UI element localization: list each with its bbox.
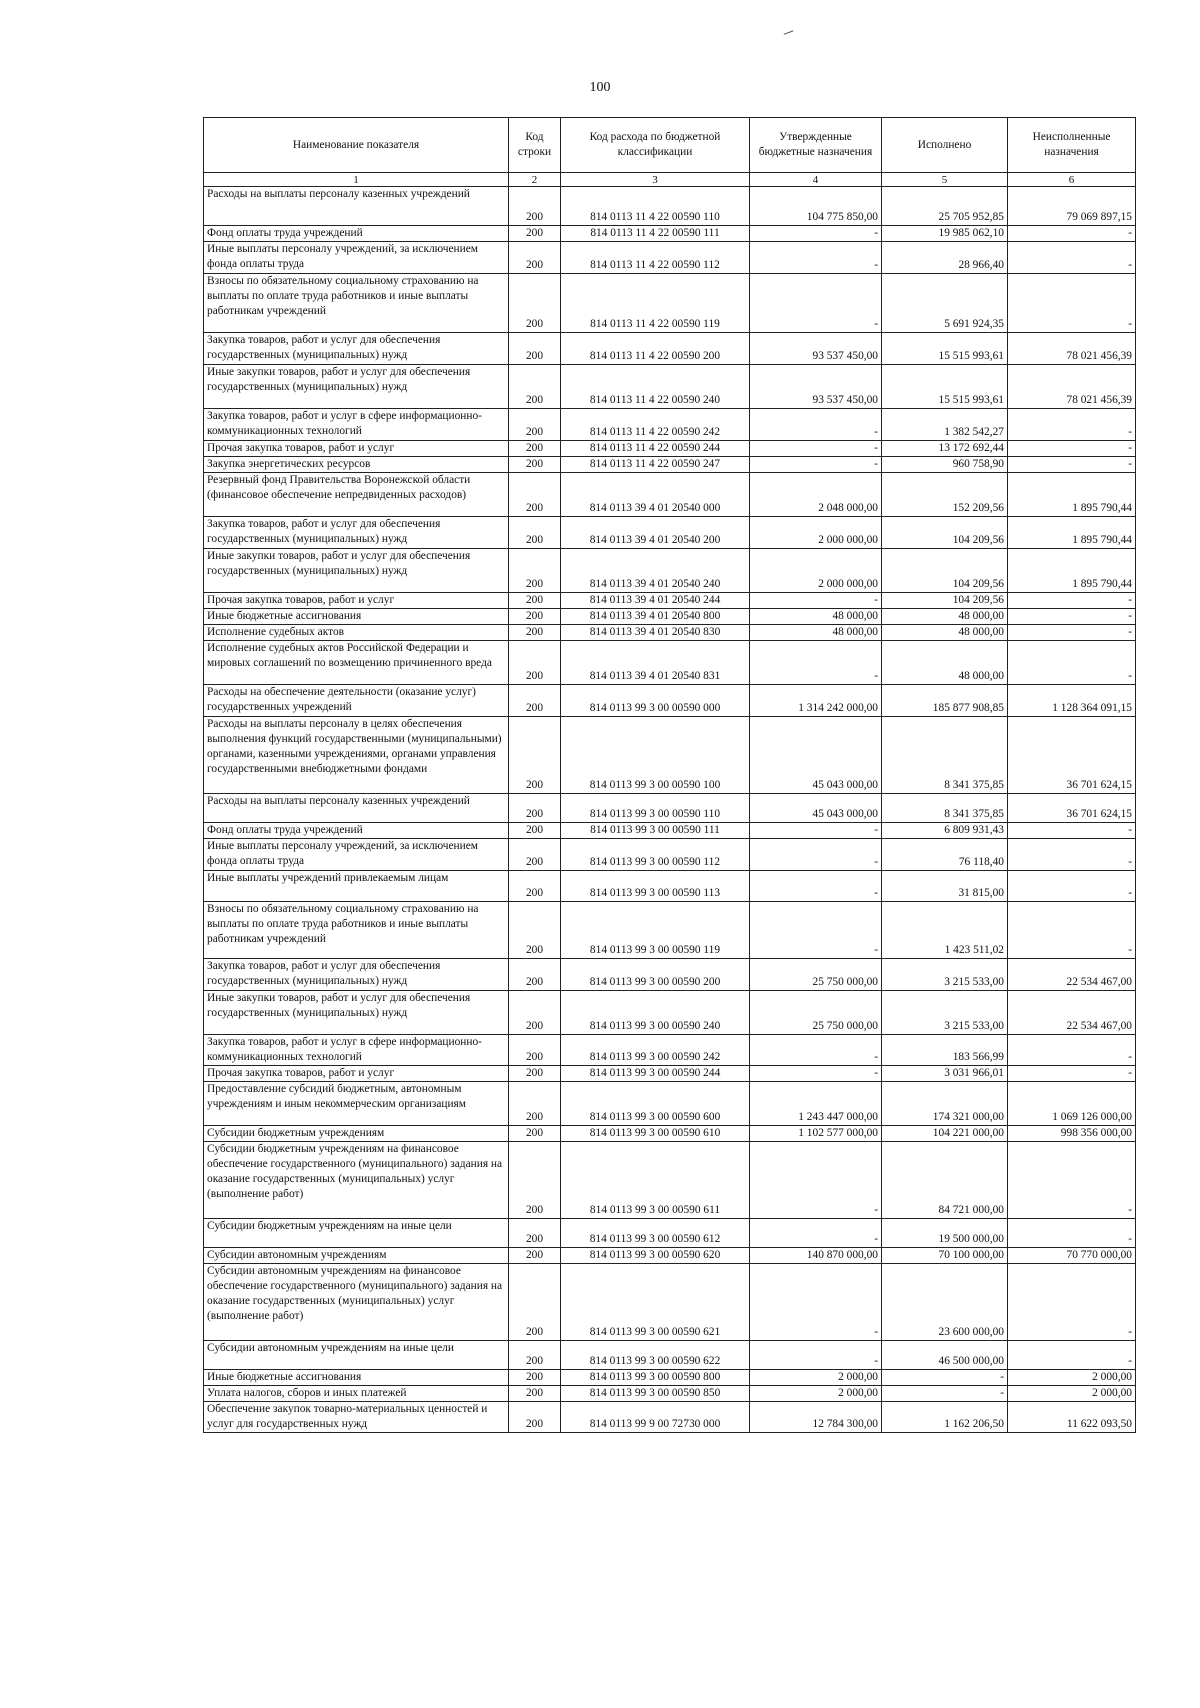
row-kbk: 814 0113 99 3 00 00590 111	[561, 823, 750, 839]
row-name: Иные выплаты учреждений привлекаемым лицам	[204, 871, 509, 902]
row-executed: 1 423 511,02	[882, 902, 1008, 959]
row-name: Иные выплаты персоналу учреждений, за исключением фонда оплаты труда	[204, 242, 509, 274]
table-row	[204, 226, 1136, 242]
table-row	[204, 274, 1136, 333]
table-row	[204, 333, 1136, 365]
row-kbk: 814 0113 99 3 00 00590 000	[561, 685, 750, 717]
row-kbk: 814 0113 99 3 00 00590 620	[561, 1248, 750, 1264]
row-executed: 8 341 375,85	[882, 717, 1008, 794]
row-kbk: 814 0113 11 4 22 00590 244	[561, 441, 750, 457]
row-approved: -	[750, 226, 882, 242]
row-kbk: 814 0113 11 4 22 00590 111	[561, 226, 750, 242]
row-kbk: 814 0113 99 3 00 00590 244	[561, 1066, 750, 1082]
row-line-code: 200	[509, 823, 561, 839]
table-row	[204, 625, 1136, 641]
row-line-code: 200	[509, 991, 561, 1035]
row-kbk: 814 0113 99 3 00 00590 612	[561, 1219, 750, 1248]
row-executed: -	[882, 1386, 1008, 1402]
row-approved: -	[750, 1066, 882, 1082]
table-row	[204, 839, 1136, 871]
row-unexecuted: -	[1008, 409, 1136, 441]
row-approved: 2 048 000,00	[750, 473, 882, 517]
row-executed: 31 815,00	[882, 871, 1008, 902]
scan-mark	[784, 30, 795, 37]
row-approved: -	[750, 823, 882, 839]
row-approved: 25 750 000,00	[750, 991, 882, 1035]
row-approved: -	[750, 1264, 882, 1341]
row-line-code: 200	[509, 1341, 561, 1370]
row-executed: 104 221 000,00	[882, 1126, 1008, 1142]
row-executed: 48 000,00	[882, 625, 1008, 641]
row-kbk: 814 0113 99 3 00 00590 800	[561, 1370, 750, 1386]
table-row	[204, 409, 1136, 441]
row-name: Расходы на выплаты персоналу казенных учреждений	[204, 187, 509, 226]
row-approved: -	[750, 457, 882, 473]
row-approved: 48 000,00	[750, 609, 882, 625]
table-row	[204, 549, 1136, 593]
row-line-code: 200	[509, 959, 561, 991]
table-row	[204, 991, 1136, 1035]
row-name: Субсидии автономным учреждениям	[204, 1248, 509, 1264]
row-approved: -	[750, 593, 882, 609]
row-line-code: 200	[509, 1035, 561, 1066]
row-executed: 48 000,00	[882, 641, 1008, 685]
row-line-code: 200	[509, 1370, 561, 1386]
row-line-code: 200	[509, 333, 561, 365]
row-name: Субсидии бюджетным учреждениям на финансовое обеспечение государственного (муниципального) задания на оказание государственных (муниципальных) услуг (выполнение работ)	[204, 1142, 509, 1219]
row-unexecuted: -	[1008, 839, 1136, 871]
row-kbk: 814 0113 99 3 00 00590 113	[561, 871, 750, 902]
table-row	[204, 517, 1136, 549]
row-executed: 76 118,40	[882, 839, 1008, 871]
row-line-code: 200	[509, 717, 561, 794]
row-executed: 104 209,56	[882, 593, 1008, 609]
row-approved: -	[750, 274, 882, 333]
col-header-executed: Исполнено	[882, 118, 1008, 173]
row-name: Субсидии автономным учреждениям на финансовое обеспечение государственного (муниципального) задания на оказание государственных (муниципальных) услуг (выполнение работ)	[204, 1264, 509, 1341]
row-name: Расходы на обеспечение деятельности (оказание услуг) государственных учреждений	[204, 685, 509, 717]
row-line-code: 200	[509, 1219, 561, 1248]
row-approved: 48 000,00	[750, 625, 882, 641]
row-unexecuted: 22 534 467,00	[1008, 959, 1136, 991]
row-unexecuted: -	[1008, 871, 1136, 902]
row-unexecuted: 998 356 000,00	[1008, 1126, 1136, 1142]
row-line-code: 200	[509, 871, 561, 902]
row-kbk: 814 0113 99 3 00 00590 622	[561, 1341, 750, 1370]
row-name: Расходы на выплаты персоналу в целях обеспечения выполнения функций государственными (муниципальными) органами, казенными учреждениями, органами управления государственными внебюджетными фондами	[204, 717, 509, 794]
row-unexecuted: 36 701 624,15	[1008, 717, 1136, 794]
row-kbk: 814 0113 11 4 22 00590 110	[561, 187, 750, 226]
row-line-code: 200	[509, 473, 561, 517]
row-line-code: 200	[509, 839, 561, 871]
row-line-code: 200	[509, 1386, 561, 1402]
row-executed: 8 341 375,85	[882, 794, 1008, 823]
row-approved: -	[750, 242, 882, 274]
row-kbk: 814 0113 99 3 00 00590 850	[561, 1386, 750, 1402]
row-executed: 104 209,56	[882, 517, 1008, 549]
table-row	[204, 1402, 1136, 1433]
row-executed: 183 566,99	[882, 1035, 1008, 1066]
row-executed: 3 031 966,01	[882, 1066, 1008, 1082]
row-unexecuted: 1 895 790,44	[1008, 517, 1136, 549]
col-number: 4	[750, 173, 882, 187]
row-approved: 1 243 447 000,00	[750, 1082, 882, 1126]
row-approved: 12 784 300,00	[750, 1402, 882, 1433]
row-executed: -	[882, 1370, 1008, 1386]
table-row	[204, 609, 1136, 625]
row-kbk: 814 0113 99 3 00 00590 600	[561, 1082, 750, 1126]
row-unexecuted: 22 534 467,00	[1008, 991, 1136, 1035]
row-name: Иные бюджетные ассигнования	[204, 1370, 509, 1386]
row-name: Закупка товаров, работ и услуг для обеспечения государственных (муниципальных) нужд	[204, 333, 509, 365]
row-name: Обеспечение закупок товарно-материальных ценностей и услуг для государственных нужд	[204, 1402, 509, 1433]
row-line-code: 200	[509, 625, 561, 641]
row-executed: 48 000,00	[882, 609, 1008, 625]
row-name: Исполнение судебных актов Российской Федерации и мировых соглашений по возмещению причиненного вреда	[204, 641, 509, 685]
table-row	[204, 1082, 1136, 1126]
row-executed: 19 500 000,00	[882, 1219, 1008, 1248]
row-kbk: 814 0113 39 4 01 20540 830	[561, 625, 750, 641]
row-line-code: 200	[509, 226, 561, 242]
row-name: Взносы по обязательному социальному страхованию на выплаты по оплате труда работников и иные выплаты работникам учреждений	[204, 902, 509, 959]
table-header-row	[204, 118, 1136, 173]
row-name: Субсидии бюджетным учреждениям	[204, 1126, 509, 1142]
row-kbk: 814 0113 99 3 00 00590 110	[561, 794, 750, 823]
row-approved: 2 000,00	[750, 1386, 882, 1402]
row-approved: -	[750, 871, 882, 902]
row-approved: 2 000 000,00	[750, 549, 882, 593]
row-unexecuted: 11 622 093,50	[1008, 1402, 1136, 1433]
col-header-name: Наименование показателя	[204, 118, 509, 173]
row-kbk: 814 0113 39 4 01 20540 800	[561, 609, 750, 625]
row-line-code: 200	[509, 409, 561, 441]
table-row	[204, 457, 1136, 473]
row-line-code: 200	[509, 902, 561, 959]
row-name: Фонд оплаты труда учреждений	[204, 226, 509, 242]
row-unexecuted: -	[1008, 902, 1136, 959]
row-line-code: 200	[509, 549, 561, 593]
table-row	[204, 1248, 1136, 1264]
table-row	[204, 1219, 1136, 1248]
row-executed: 15 515 993,61	[882, 365, 1008, 409]
col-number: 1	[204, 173, 509, 187]
row-name: Иные бюджетные ассигнования	[204, 609, 509, 625]
col-header-approved: Утвержденные бюджетные назначения	[750, 118, 882, 173]
table-row	[204, 1142, 1136, 1219]
row-name: Закупка товаров, работ и услуг для обеспечения государственных (муниципальных) нужд	[204, 959, 509, 991]
row-executed: 25 705 952,85	[882, 187, 1008, 226]
table-row	[204, 473, 1136, 517]
row-approved: 93 537 450,00	[750, 365, 882, 409]
row-unexecuted: -	[1008, 226, 1136, 242]
row-kbk: 814 0113 11 4 22 00590 247	[561, 457, 750, 473]
col-header-kbk: Код расхода по бюджетной классификации	[561, 118, 750, 173]
row-kbk: 814 0113 39 4 01 20540 000	[561, 473, 750, 517]
table-row	[204, 1066, 1136, 1082]
row-name: Закупка товаров, работ и услуг в сфере информационно-коммуникационных технологий	[204, 409, 509, 441]
row-line-code: 200	[509, 1248, 561, 1264]
table-row	[204, 902, 1136, 959]
row-unexecuted: -	[1008, 242, 1136, 274]
row-kbk: 814 0113 39 4 01 20540 240	[561, 549, 750, 593]
row-unexecuted: -	[1008, 1066, 1136, 1082]
row-approved: -	[750, 902, 882, 959]
row-name: Расходы на выплаты персоналу казенных учреждений	[204, 794, 509, 823]
row-executed: 960 758,90	[882, 457, 1008, 473]
row-name: Субсидии автономным учреждениям на иные цели	[204, 1341, 509, 1370]
col-number: 2	[509, 173, 561, 187]
row-name: Фонд оплаты труда учреждений	[204, 823, 509, 839]
row-line-code: 200	[509, 1142, 561, 1219]
row-approved: 104 775 850,00	[750, 187, 882, 226]
row-executed: 104 209,56	[882, 549, 1008, 593]
row-kbk: 814 0113 39 4 01 20540 244	[561, 593, 750, 609]
row-executed: 1 382 542,27	[882, 409, 1008, 441]
row-unexecuted: 2 000,00	[1008, 1370, 1136, 1386]
row-line-code: 200	[509, 242, 561, 274]
row-name: Прочая закупка товаров, работ и услуг	[204, 593, 509, 609]
row-kbk: 814 0113 99 9 00 72730 000	[561, 1402, 750, 1433]
row-name: Иные закупки товаров, работ и услуг для обеспечения государственных (муниципальных) нужд	[204, 365, 509, 409]
row-executed: 5 691 924,35	[882, 274, 1008, 333]
row-unexecuted: -	[1008, 274, 1136, 333]
row-unexecuted: -	[1008, 609, 1136, 625]
row-name: Уплата налогов, сборов и иных платежей	[204, 1386, 509, 1402]
row-line-code: 200	[509, 274, 561, 333]
row-unexecuted: -	[1008, 1142, 1136, 1219]
row-line-code: 200	[509, 641, 561, 685]
budget-execution-table	[203, 117, 1136, 1433]
row-unexecuted: 78 021 456,39	[1008, 333, 1136, 365]
row-unexecuted: 1 895 790,44	[1008, 473, 1136, 517]
table-row	[204, 1386, 1136, 1402]
row-approved: 45 043 000,00	[750, 794, 882, 823]
row-kbk: 814 0113 39 4 01 20540 200	[561, 517, 750, 549]
col-number: 5	[882, 173, 1008, 187]
row-line-code: 200	[509, 1066, 561, 1082]
row-line-code: 200	[509, 1082, 561, 1126]
row-executed: 3 215 533,00	[882, 959, 1008, 991]
row-unexecuted: -	[1008, 625, 1136, 641]
row-line-code: 200	[509, 1126, 561, 1142]
row-executed: 3 215 533,00	[882, 991, 1008, 1035]
table-row	[204, 959, 1136, 991]
row-line-code: 200	[509, 794, 561, 823]
row-kbk: 814 0113 11 4 22 00590 119	[561, 274, 750, 333]
row-executed: 13 172 692,44	[882, 441, 1008, 457]
row-executed: 19 985 062,10	[882, 226, 1008, 242]
table-row	[204, 871, 1136, 902]
row-name: Закупка товаров, работ и услуг для обеспечения государственных (муниципальных) нужд	[204, 517, 509, 549]
row-unexecuted: 1 895 790,44	[1008, 549, 1136, 593]
row-line-code: 200	[509, 187, 561, 226]
col-number: 3	[561, 173, 750, 187]
row-unexecuted: 78 021 456,39	[1008, 365, 1136, 409]
row-kbk: 814 0113 11 4 22 00590 240	[561, 365, 750, 409]
row-unexecuted: -	[1008, 641, 1136, 685]
row-unexecuted: -	[1008, 457, 1136, 473]
table-row	[204, 823, 1136, 839]
col-header-line-code: Код строки	[509, 118, 561, 173]
row-unexecuted: -	[1008, 441, 1136, 457]
row-line-code: 200	[509, 365, 561, 409]
table-row	[204, 1341, 1136, 1370]
table-row	[204, 717, 1136, 794]
row-approved: -	[750, 1035, 882, 1066]
row-line-code: 200	[509, 685, 561, 717]
table-row	[204, 593, 1136, 609]
row-kbk: 814 0113 39 4 01 20540 831	[561, 641, 750, 685]
row-kbk: 814 0113 99 3 00 00590 200	[561, 959, 750, 991]
row-kbk: 814 0113 99 3 00 00590 100	[561, 717, 750, 794]
row-name: Иные выплаты персоналу учреждений, за исключением фонда оплаты труда	[204, 839, 509, 871]
row-line-code: 200	[509, 1402, 561, 1433]
table-row	[204, 1035, 1136, 1066]
row-unexecuted: 1 128 364 091,15	[1008, 685, 1136, 717]
row-name: Закупка товаров, работ и услуг в сфере информационно-коммуникационных технологий	[204, 1035, 509, 1066]
row-approved: -	[750, 1341, 882, 1370]
row-unexecuted: 36 701 624,15	[1008, 794, 1136, 823]
table-row	[204, 1370, 1136, 1386]
row-executed: 84 721 000,00	[882, 1142, 1008, 1219]
row-unexecuted: 2 000,00	[1008, 1386, 1136, 1402]
row-executed: 46 500 000,00	[882, 1341, 1008, 1370]
row-executed: 174 321 000,00	[882, 1082, 1008, 1126]
table-row	[204, 365, 1136, 409]
row-executed: 185 877 908,85	[882, 685, 1008, 717]
row-line-code: 200	[509, 593, 561, 609]
table-body	[204, 187, 1136, 1433]
row-line-code: 200	[509, 441, 561, 457]
table-row	[204, 242, 1136, 274]
row-approved: 45 043 000,00	[750, 717, 882, 794]
row-kbk: 814 0113 11 4 22 00590 200	[561, 333, 750, 365]
row-name: Резервный фонд Правительства Воронежской области (финансовое обеспечение непредвиденных расходов)	[204, 473, 509, 517]
row-approved: -	[750, 641, 882, 685]
row-line-code: 200	[509, 609, 561, 625]
row-name: Взносы по обязательному социальному страхованию на выплаты по оплате труда работников и иные выплаты работникам учреждений	[204, 274, 509, 333]
row-executed: 23 600 000,00	[882, 1264, 1008, 1341]
table-row	[204, 187, 1136, 226]
row-approved: 25 750 000,00	[750, 959, 882, 991]
row-line-code: 200	[509, 1264, 561, 1341]
row-unexecuted: 79 069 897,15	[1008, 187, 1136, 226]
row-executed: 6 809 931,43	[882, 823, 1008, 839]
row-approved: -	[750, 409, 882, 441]
row-executed: 1 162 206,50	[882, 1402, 1008, 1433]
row-kbk: 814 0113 99 3 00 00590 611	[561, 1142, 750, 1219]
row-executed: 15 515 993,61	[882, 333, 1008, 365]
row-executed: 152 209,56	[882, 473, 1008, 517]
row-unexecuted: -	[1008, 1035, 1136, 1066]
row-name: Исполнение судебных актов	[204, 625, 509, 641]
row-executed: 28 966,40	[882, 242, 1008, 274]
row-unexecuted: -	[1008, 823, 1136, 839]
col-number: 6	[1008, 173, 1136, 187]
page-number: 100	[589, 80, 611, 95]
table-row	[204, 1126, 1136, 1142]
row-name: Субсидии бюджетным учреждениям на иные цели	[204, 1219, 509, 1248]
row-unexecuted: -	[1008, 593, 1136, 609]
row-approved: 2 000,00	[750, 1370, 882, 1386]
row-approved: -	[750, 1142, 882, 1219]
row-approved: 1 314 242 000,00	[750, 685, 882, 717]
row-approved: -	[750, 839, 882, 871]
row-unexecuted: -	[1008, 1264, 1136, 1341]
row-unexecuted: 1 069 126 000,00	[1008, 1082, 1136, 1126]
table-row	[204, 441, 1136, 457]
row-line-code: 200	[509, 457, 561, 473]
table-row	[204, 641, 1136, 685]
row-approved: 93 537 450,00	[750, 333, 882, 365]
row-executed: 70 100 000,00	[882, 1248, 1008, 1264]
row-line-code: 200	[509, 517, 561, 549]
row-unexecuted: -	[1008, 1219, 1136, 1248]
table-row	[204, 1264, 1136, 1341]
row-name: Иные закупки товаров, работ и услуг для обеспечения государственных (муниципальных) нужд	[204, 991, 509, 1035]
table-row	[204, 794, 1136, 823]
row-kbk: 814 0113 11 4 22 00590 242	[561, 409, 750, 441]
column-number-row	[204, 173, 1136, 187]
row-name: Предоставление субсидий бюджетным, автономным учреждениям и иным некоммерческим организациям	[204, 1082, 509, 1126]
row-name: Иные закупки товаров, работ и услуг для обеспечения государственных (муниципальных) нужд	[204, 549, 509, 593]
row-kbk: 814 0113 99 3 00 00590 240	[561, 991, 750, 1035]
table-row	[204, 685, 1136, 717]
row-name: Прочая закупка товаров, работ и услуг	[204, 441, 509, 457]
row-unexecuted: -	[1008, 1341, 1136, 1370]
row-kbk: 814 0113 99 3 00 00590 119	[561, 902, 750, 959]
row-approved: -	[750, 1219, 882, 1248]
row-name: Прочая закупка товаров, работ и услуг	[204, 1066, 509, 1082]
row-kbk: 814 0113 11 4 22 00590 112	[561, 242, 750, 274]
row-kbk: 814 0113 99 3 00 00590 112	[561, 839, 750, 871]
row-approved: -	[750, 441, 882, 457]
row-approved: 2 000 000,00	[750, 517, 882, 549]
row-kbk: 814 0113 99 3 00 00590 610	[561, 1126, 750, 1142]
col-header-unexecuted: Неисполненные назначения	[1008, 118, 1136, 173]
row-unexecuted: 70 770 000,00	[1008, 1248, 1136, 1264]
row-name: Закупка энергетических ресурсов	[204, 457, 509, 473]
row-kbk: 814 0113 99 3 00 00590 242	[561, 1035, 750, 1066]
row-kbk: 814 0113 99 3 00 00590 621	[561, 1264, 750, 1341]
row-approved: 140 870 000,00	[750, 1248, 882, 1264]
row-approved: 1 102 577 000,00	[750, 1126, 882, 1142]
